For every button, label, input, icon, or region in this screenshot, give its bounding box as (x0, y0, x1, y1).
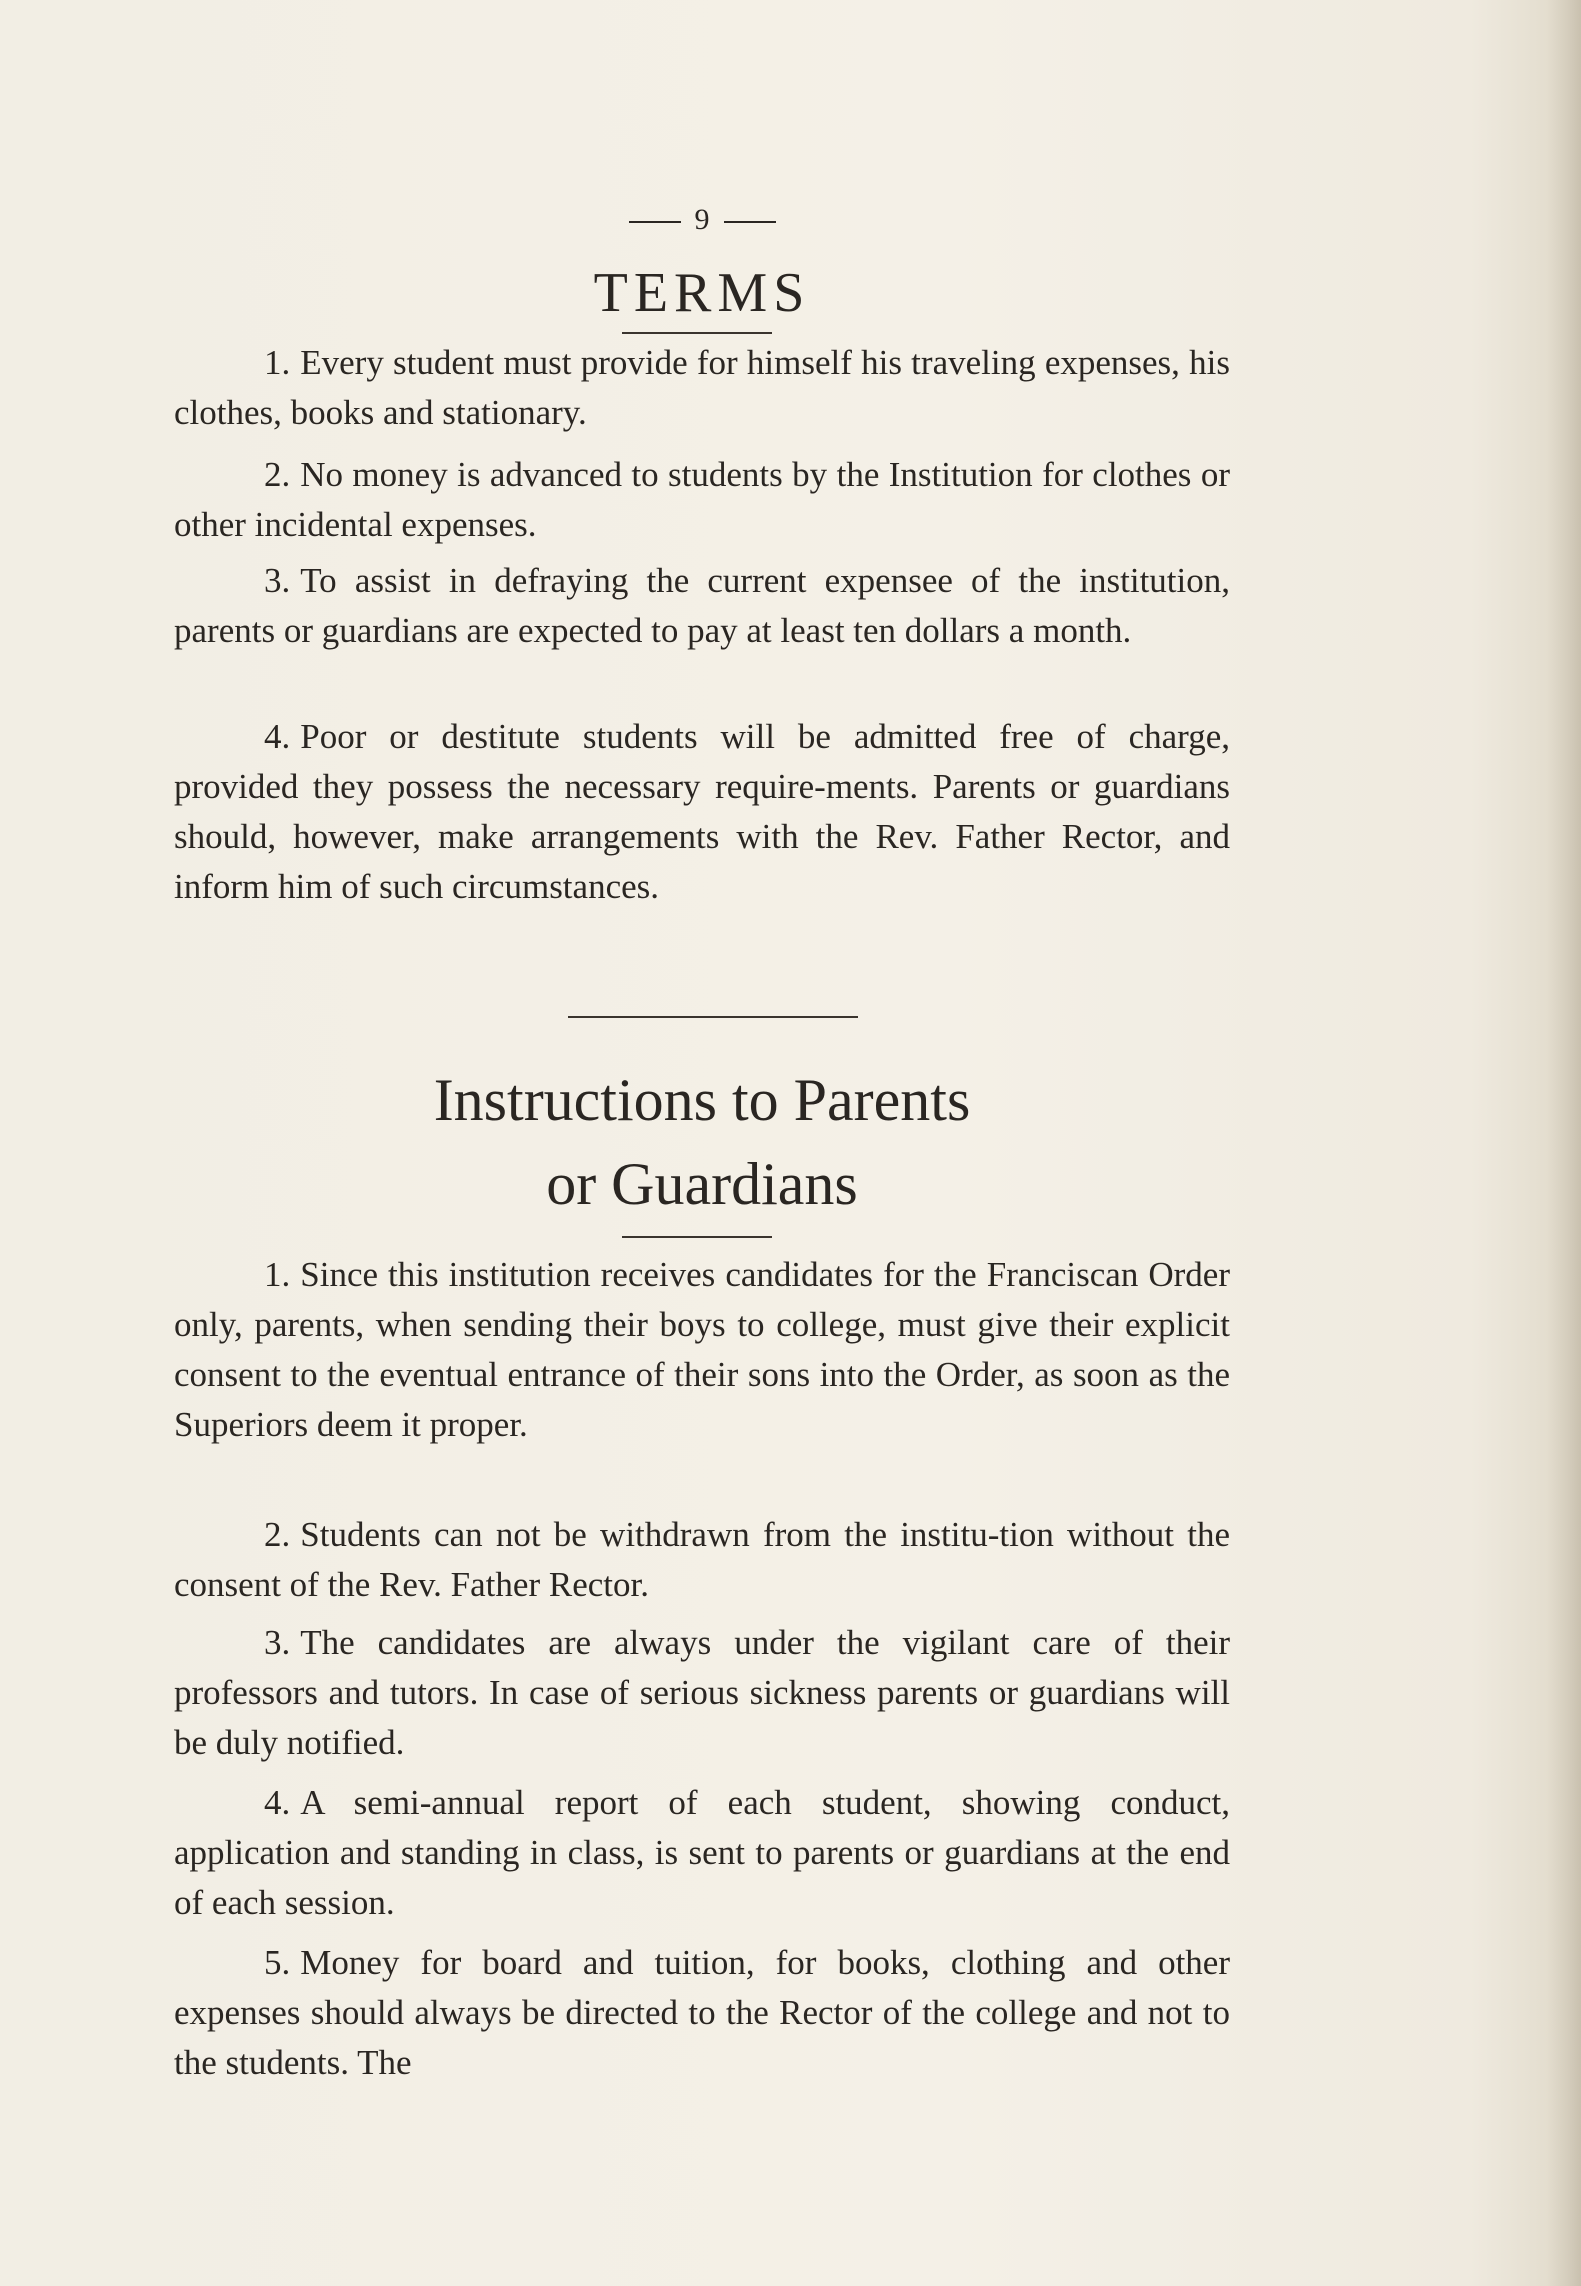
instructions-item-2 (174, 1510, 1230, 1610)
terms-item-2 (174, 450, 1230, 550)
terms-item-3 (174, 556, 1230, 656)
section-divider (568, 1016, 858, 1018)
instructions-item-5-number: 5. (264, 1943, 291, 1982)
page-number (174, 200, 1230, 240)
instructions-item-3-text: The candidates are always under the vigilant care of their professors and tutors. In case of serious sickness parents or guardians will be duly notified. (174, 1623, 1230, 1762)
instructions-item-5 (174, 1938, 1230, 2088)
terms-item-4 (174, 712, 1230, 912)
page-spine-shadow (1547, 0, 1581, 2286)
page-number-dash-right (724, 221, 776, 223)
page-number-value: 9 (694, 203, 710, 236)
instructions-heading-line-2: or Guardians (546, 1151, 858, 1217)
terms-heading-rule (622, 332, 772, 334)
instructions-item-2-number: 2. (264, 1515, 291, 1554)
instructions-item-4-text: A semi-annual report of each student, showing conduct, application and standing in class, is sent to parents or guardians at the end of each session. (174, 1783, 1230, 1922)
terms-item-2-number: 2. (264, 455, 291, 494)
instructions-item-1-text: Since this institution receives candidates for the Franciscan Order only, parents, when sending their boys to college, must give their explicit consent to the eventual entrance of their sons into the Order, as soon as the Superiors deem it proper. (174, 1255, 1230, 1444)
terms-item-1 (174, 338, 1230, 438)
instructions-item-1-number: 1. (264, 1255, 291, 1294)
terms-item-3-number: 3. (264, 561, 291, 600)
terms-item-1-text: Every student must provide for himself his traveling expenses, his clothes, books and stationary. (174, 343, 1230, 432)
terms-item-4-text: Poor or destitute students will be admitted free of charge, provided they possess the necessary require-ments. Parents or guardians should, however, make arrangements with the Rev. Father Rector, and inform him of such circumstances. (174, 717, 1230, 906)
terms-item-4-number: 4. (264, 717, 291, 756)
instructions-item-5-text: Money for board and tuition, for books, clothing and other expenses should always be directed to the Rector of the college and not to the students. The (174, 1943, 1230, 2082)
instructions-item-4 (174, 1778, 1230, 1928)
instructions-item-3-number: 3. (264, 1623, 291, 1662)
terms-heading: TERMS (593, 262, 811, 324)
terms-item-3-text: To assist in defraying the current expensee of the institution, parents or guardians are expected to pay at least ten dollars a month. (174, 561, 1230, 650)
instructions-heading-rule (622, 1236, 772, 1238)
instructions-item-4-number: 4. (264, 1783, 291, 1822)
instructions-item-1 (174, 1250, 1230, 1450)
terms-item-1-number: 1. (264, 343, 291, 382)
terms-item-2-text: No money is advanced to students by the Institution for clothes or other incidental expenses. (174, 455, 1230, 544)
instructions-item-3 (174, 1618, 1230, 1768)
page-number-dash-left (629, 221, 681, 223)
instructions-item-2-text: Students can not be withdrawn from the institu-tion without the consent of the Rev. Father Rector. (174, 1515, 1230, 1604)
instructions-heading-line-1: Instructions to Parents (433, 1067, 971, 1133)
